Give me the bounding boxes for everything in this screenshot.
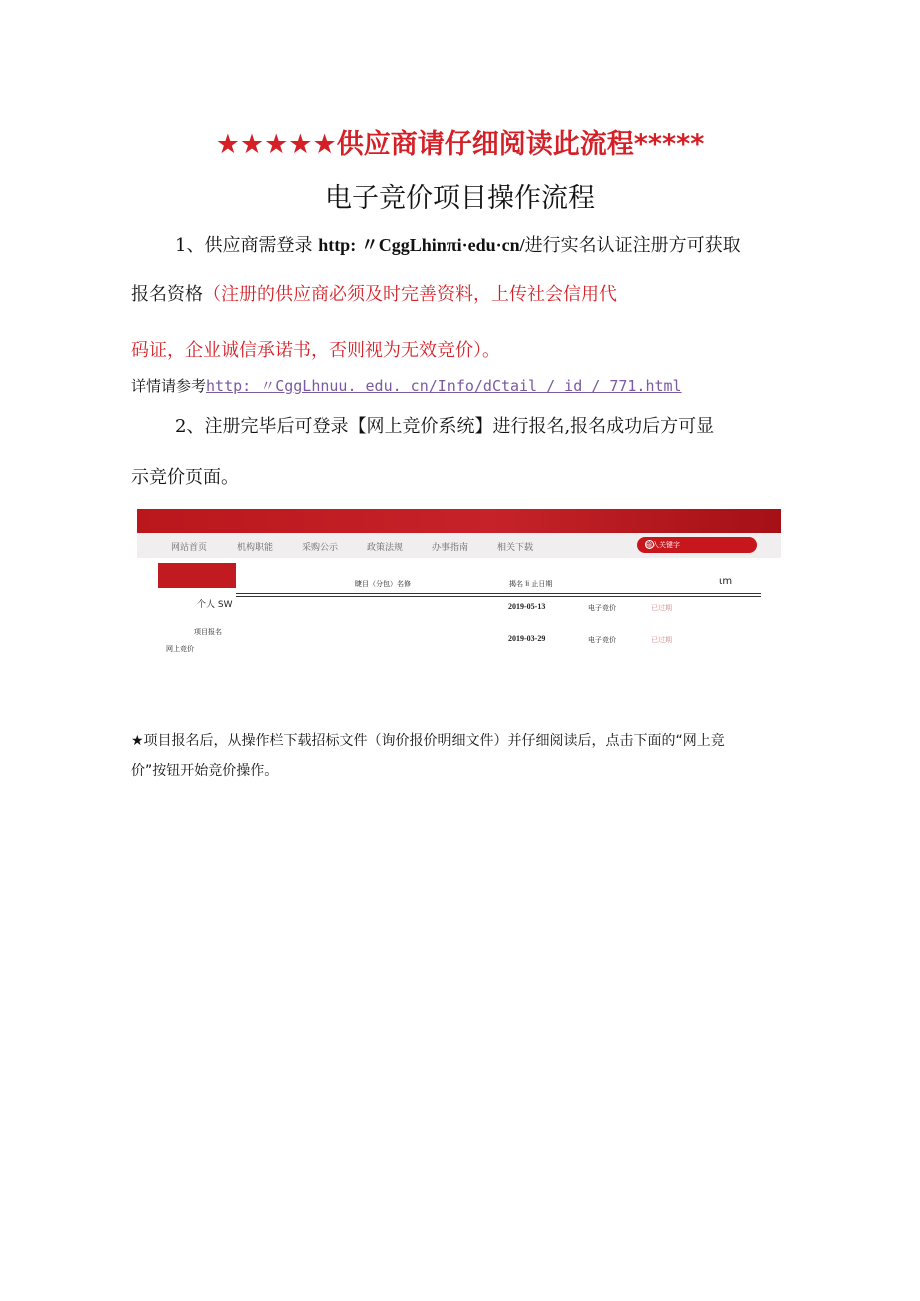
row2-status: 已过期 xyxy=(651,636,672,644)
row1-status: 已过期 xyxy=(651,604,672,612)
detail-label: 详情请参考 xyxy=(131,377,207,395)
note-line1: ★项目报名后，从操作栏下载招标文件（询价报价明细文件）并仔细阅读后，点击下面的“网上竞 xyxy=(131,733,725,749)
side-header-block xyxy=(158,563,236,588)
nav-item-policy[interactable]: 政策法规 xyxy=(367,543,404,553)
site-header-bar xyxy=(137,509,781,533)
step1-line3: 码证，企业诚信承诺书，否则视为无效竞价）。 xyxy=(131,340,500,361)
step1-line2-red: （注册的供应商必须及时完善资料，上传社会信用代 xyxy=(203,284,617,305)
detail-link[interactable]: http: 〃CggLhnuu. edu. cn/Info/dCtail / id / 771.html xyxy=(206,377,682,395)
embedded-screenshot xyxy=(137,509,781,669)
site-nav xyxy=(137,533,781,558)
note-paragraph xyxy=(131,726,801,786)
row2-type: 电子竞价 xyxy=(588,636,616,644)
side-item-personal[interactable]: 个人 SW xyxy=(197,600,233,610)
step1-line xyxy=(131,230,801,261)
search-placeholder: 输入关键字 xyxy=(645,541,680,549)
search-input[interactable] xyxy=(637,537,757,553)
column-header-project: 睫目（分包）名修 xyxy=(355,580,411,588)
step1-line2 xyxy=(131,280,811,310)
warning-banner: ★★★★★供应商请仔细阅读此流程***** xyxy=(215,129,705,160)
nav-item-org[interactable]: 机构职能 xyxy=(237,543,274,553)
step1-url[interactable]: http: 〃CggLhinπi·edu·cn/ xyxy=(318,235,525,255)
step1-prefix: 1、供应商需登录 xyxy=(175,235,319,256)
side-item-online-bid[interactable]: 网上竞价 xyxy=(166,645,194,653)
nav-item-home[interactable]: 网站首页 xyxy=(171,543,208,553)
side-item-project-signup[interactable]: 项目报名 xyxy=(194,628,222,636)
search-icon[interactable] xyxy=(645,540,654,549)
step1-line2-black: 报名资格 xyxy=(131,284,203,305)
nav-item-download[interactable]: 相关下载 xyxy=(497,543,534,553)
detail-line xyxy=(131,371,811,401)
row1-date: 2019-05-13 xyxy=(508,602,546,611)
step2-text: 2、注册完毕后可登录【网上竞价系统】进行报名,报名成功后方可显 xyxy=(175,416,715,437)
table-header-rule xyxy=(236,593,761,597)
nav-item-procurement[interactable]: 采购公示 xyxy=(302,543,339,553)
row2-date: 2019-03-29 xyxy=(508,634,546,643)
page-title: 电子竞价项目操作流程 xyxy=(325,183,595,214)
nav-item-guide[interactable]: 办事指南 xyxy=(432,543,469,553)
column-header-action: ιm xyxy=(719,576,733,587)
step2-line2: 示竞价页面。 xyxy=(131,467,239,488)
step2-line1 xyxy=(131,412,811,442)
note-line2: 价”按钮开始竞价操作。 xyxy=(131,763,279,779)
step1-suffix: 进行实名认证注册方可获取 xyxy=(524,235,741,256)
column-header-deadline: 揭名 li 止日期 xyxy=(509,580,553,588)
row1-type: 电子竞价 xyxy=(588,604,616,612)
